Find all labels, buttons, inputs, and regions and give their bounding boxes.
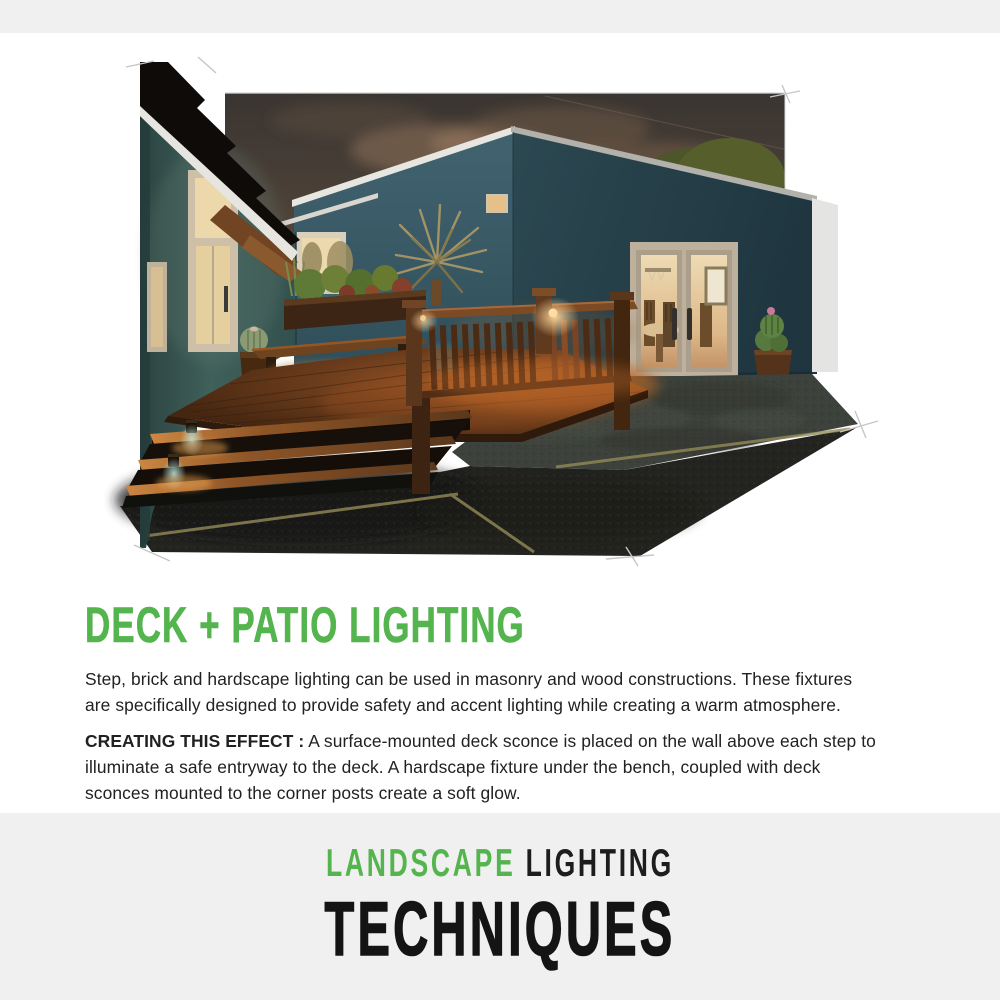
- series-title-accent: LANDSCAPE: [325, 842, 516, 885]
- effect-paragraph: [85, 728, 945, 806]
- framed-art: [706, 268, 726, 304]
- footer-banner: [0, 813, 1000, 1000]
- side-window: [147, 262, 167, 352]
- door-handle: [672, 308, 677, 340]
- glass-rack: [645, 268, 671, 272]
- effect-line-rest: A surface-mounted deck sconce is placed on the wall above each step to: [304, 731, 876, 751]
- dining-chair: [700, 303, 712, 347]
- dining-chair: [644, 300, 655, 346]
- intro-paragraph: [85, 666, 945, 718]
- page-title: DECK + PATIO LIGHTING: [85, 597, 525, 653]
- intro-line: are specifically designed to provide safety and accent lighting while creating a warm atmosphere.: [85, 695, 841, 715]
- effect-line: [85, 728, 945, 754]
- series-title-rest: LIGHTING: [515, 842, 675, 885]
- door-handle: [687, 308, 692, 340]
- door-handle: [224, 286, 228, 312]
- cactus-flower: [767, 307, 775, 315]
- series-title-main: TECHNIQUES: [324, 887, 676, 972]
- side-panel: [812, 198, 838, 372]
- small-lit-window: [487, 195, 507, 212]
- french-doors: [622, 242, 754, 386]
- stair-newel-post: [412, 398, 430, 494]
- effect-line: illuminate a safe entryway to the deck. A hardscape fixture under the bench, coupled with deck: [85, 757, 821, 777]
- effect-lead-label: CREATING THIS EFFECT :: [85, 731, 305, 751]
- series-title: [160, 844, 840, 883]
- intro-line: Step, brick and hardscape lighting can be used in masonry and wood constructions. These fixtures: [85, 669, 853, 689]
- effect-line: sconces mounted to the corner posts create a soft glow.: [85, 783, 521, 803]
- article: [85, 597, 945, 806]
